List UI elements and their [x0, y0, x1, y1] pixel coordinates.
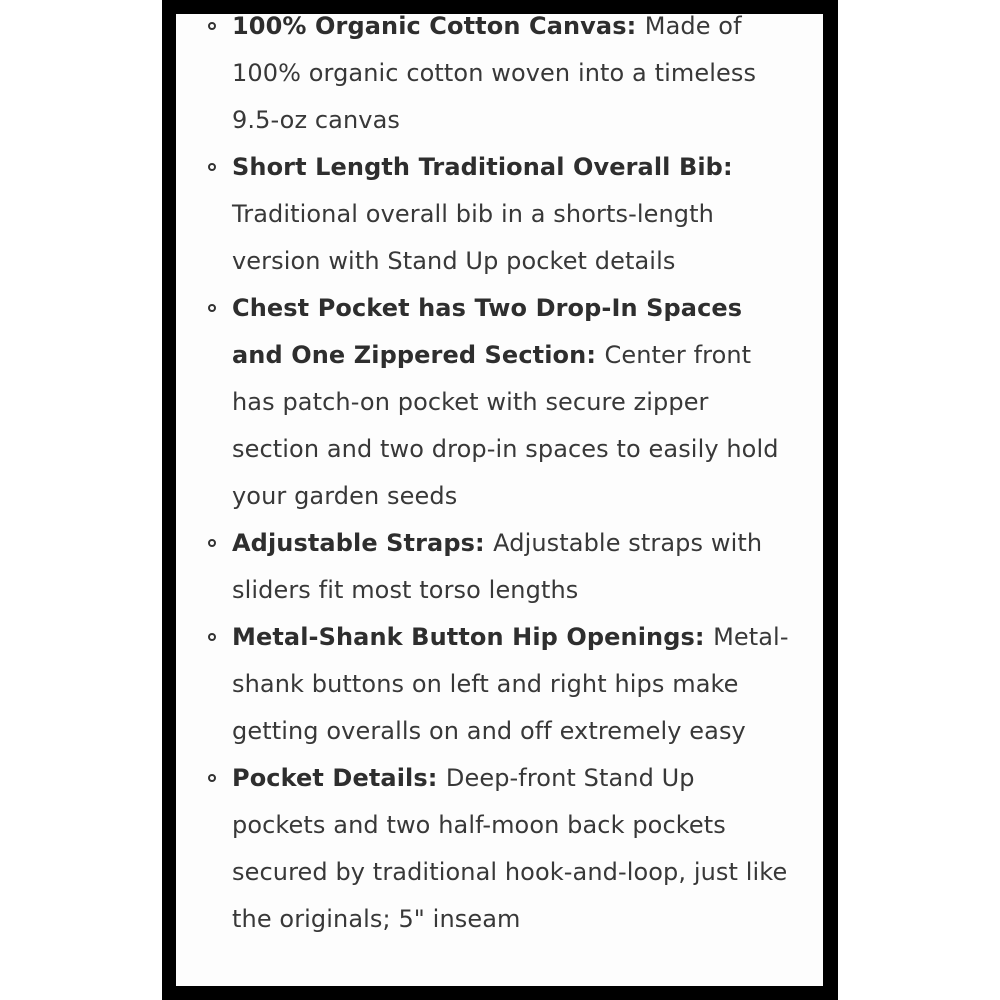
feature-title: Adjustable Straps:: [232, 529, 494, 557]
feature-description: Deep-front Stand Up pockets and two half-moon back pockets secured by traditional hook-and-loop, just like the originals; 5" inseam: [232, 764, 788, 933]
list-item: [176, 285, 823, 520]
feature-title: Short Length Traditional Overall Bib:: [232, 153, 733, 181]
list-item: [176, 520, 823, 614]
feature-title: Chest Pocket has Two Drop-In Spaces and One Zippered Section:: [232, 294, 743, 369]
feature-title: 100% Organic Cotton Canvas:: [232, 14, 645, 40]
feature-description: Made of 100% organic cotton woven into a timeless 9.5-oz canvas: [232, 14, 757, 134]
list-item: [176, 755, 823, 943]
screen-content[interactable]: [176, 14, 823, 986]
list-item: [176, 144, 823, 285]
feature-list: [176, 14, 823, 943]
hollow-circle-bullet-icon: [208, 633, 216, 641]
feature-description: Adjustable straps with sliders fit most torso lengths: [232, 529, 763, 604]
hollow-circle-bullet-icon: [208, 163, 216, 171]
feature-description: Metal-shank buttons on left and right hips make getting overalls on and off extremely easy: [232, 623, 789, 745]
feature-title: Pocket Details:: [232, 764, 446, 792]
hollow-circle-bullet-icon: [208, 22, 216, 30]
list-item: [176, 614, 823, 755]
hollow-circle-bullet-icon: [208, 304, 216, 312]
feature-description: Traditional overall bib in a shorts-length version with Stand Up pocket details: [232, 200, 714, 275]
feature-description: Center front has patch-on pocket with secure zipper section and two drop-in spaces to easily hold your garden seeds: [232, 341, 779, 510]
hollow-circle-bullet-icon: [208, 774, 216, 782]
feature-title: Metal-Shank Button Hip Openings:: [232, 623, 714, 651]
device-frame: [162, 0, 838, 1000]
list-item: [176, 14, 823, 144]
hollow-circle-bullet-icon: [208, 539, 216, 547]
